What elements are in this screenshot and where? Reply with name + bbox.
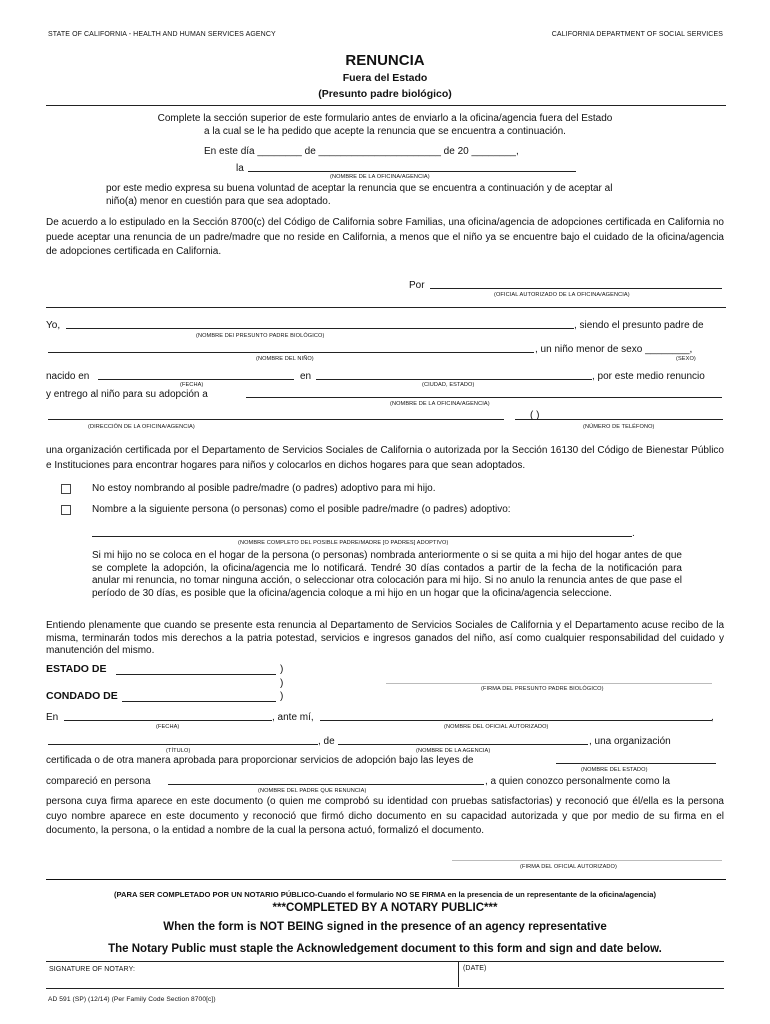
relinquishing-parent-field[interactable]: [168, 784, 484, 785]
header-department: CALIFORNIA DEPARTMENT OF SOCIAL SERVICES: [551, 31, 723, 38]
presumed-father-caption: (NOMBRE DEl PRESUNTO PADRE BIOLÓGICO): [196, 333, 325, 339]
paren-2: ): [280, 678, 284, 689]
state-name-field[interactable]: [556, 763, 716, 764]
adoption-agency-field[interactable]: [246, 397, 722, 398]
adoption-agency-caption: (NOMBRE DE LA OFICINA/AGENCIA): [390, 401, 490, 407]
entiendo-text: Entiendo plenamente que cuando se presente esta renuncia al Departamento de Servicios Sociales de California y el Departamento acuse recibo de la misma, terminarán todos mis derechos a la patria potestad, servicios e ingresos ganados del niño, así como cualquier responsabilidad del cuidado y manutención del mismo.: [46, 620, 724, 656]
adoptive-parent-name-field[interactable]: [92, 536, 632, 537]
form-subtitle: Fuera del Estado: [342, 72, 428, 84]
section-8700-text: De acuerdo a lo estipulado en la Sección 8700(c) del Código de California sobre Familias, una oficina/agencia de adopciones certificada en California no puede aceptar una renuncia de un padre/madre que no reside en California, a menos que el niño ya se encuentre bajo el cuidado de la oficina/agencia de adopciones certificada en California.: [46, 217, 724, 257]
notary-date-input[interactable]: [500, 964, 720, 984]
notary-date-field[interactable]: [64, 720, 272, 721]
intro-line-2: a la cual se le ha pedido que acepte la renuncia que se encuentra a continuación.: [204, 126, 566, 137]
nacido-label: nacido en: [46, 371, 90, 382]
adoptive-dot: .: [632, 528, 635, 539]
notary-signature-field[interactable]: [150, 964, 450, 984]
por-label: Por: [409, 280, 425, 291]
certificada-text: certificada o de otra manera aprobada para proporcionar servicios de adopción bajo las leyes de: [46, 755, 474, 766]
presumed-father-name-field[interactable]: [66, 328, 574, 329]
title-caption: (TÍTULO): [166, 748, 191, 754]
agency-phone-caption: (NÚMERO DE TELÉFONO): [583, 424, 655, 430]
paren-3: ): [280, 691, 284, 702]
estado-field[interactable]: [116, 674, 276, 675]
agency-address-field[interactable]: [48, 419, 504, 420]
child-sex-caption: (SEXO): [676, 356, 696, 362]
notary-divider: [46, 879, 726, 880]
ante-mi-text: , ante mí,: [272, 712, 314, 723]
staple-instruction: The Notary Public must staple the Acknowledgement document to this form and sign and date below.: [108, 943, 662, 955]
birth-date-field[interactable]: [98, 379, 294, 380]
authorized-official-field[interactable]: [430, 288, 722, 289]
birth-city-field[interactable]: [316, 379, 592, 380]
header-agency: STATE OF CALIFORNIA - HEALTH AND HUMAN SERVICES AGENCY: [48, 31, 276, 38]
when-form-not-signed: When the form is NOT BEING signed in the presence of an agency representative: [163, 921, 607, 933]
father-signature-field[interactable]: [386, 683, 712, 684]
state-name-caption: (NOMBRE DEL ESTADO): [581, 767, 648, 773]
la-label: la: [236, 163, 244, 174]
comma: ,: [711, 712, 714, 723]
section-divider: [46, 307, 726, 308]
en-label: en: [300, 371, 312, 382]
notary-date-caption: (FECHA): [156, 724, 180, 730]
una-organizacion-text: , una organización: [589, 736, 671, 747]
entrego-label: y entrego al niño para su adopción a: [46, 389, 208, 400]
option-no-adoptive-checkbox[interactable]: [61, 484, 71, 494]
title-field[interactable]: [48, 744, 318, 745]
estado-label: ESTADO DE: [46, 663, 107, 675]
adoptive-parent-caption: (NOMBRE COMPLETO DEL POSIBLE PADRE/MADRE [O PADRES] ADOPTIVO): [238, 540, 449, 546]
agency-name-field[interactable]: [248, 171, 576, 172]
expresa-line-1: por este medio expresa su buena voluntad de aceptar la renuncia que se encuentra a continuación y de aceptar al: [106, 183, 613, 194]
official-signature-field[interactable]: [452, 860, 722, 861]
title-divider: [46, 105, 726, 106]
option-name-adoptive-label: Nombre a la siguiente persona (o personas) como el posible padre/madre (o padres) adoptivo:: [92, 504, 511, 515]
form-title: RENUNCIA: [345, 52, 425, 69]
official-signature-caption: (FIRMA DEL OFICIAL AUTORIZADO): [520, 864, 617, 870]
phone-parens[interactable]: ( ): [530, 410, 540, 421]
condado-label: CONDADO DE: [46, 690, 118, 702]
paren-1: ): [280, 664, 284, 675]
option-name-adoptive-checkbox[interactable]: [61, 505, 71, 515]
notary-signature-label: SIGNATURE OF NOTARY:: [49, 966, 136, 973]
agency-address-caption: (DIRECCIÓN DE LA OFICINA/AGENCIA): [88, 424, 195, 430]
table-divider: [458, 961, 459, 987]
yo-label: Yo,: [46, 320, 61, 331]
conozco-text: , a quien conozco personalmente como la: [485, 776, 671, 787]
relinquishing-parent-caption: (NOMBRE DEL PADRE QUE RENUNCIA): [258, 788, 367, 794]
para-notario-text: (PARA SER COMPLETADO POR UN NOTARIO PÚBLICO-Cuando el formulario NO SE FIRMA en la presencia de un representante de la oficina/agencia): [113, 890, 657, 899]
birth-city-caption: (CIUDAD, ESTADO): [422, 382, 475, 388]
presumed-father-text: , siendo el presunto padre de: [574, 320, 704, 331]
no-coloca-text: Si mi hijo no se coloca en el hogar de la persona (o personas) nombrada anteriormente o si se quita a mi hijo del hogar antes de que se complete la adopción, la oficina/agencia me lo notificará. Tendré 30 días contados a partir de la fecha de la notificación para anular mi renuncia, no tomar ninguna acción, o seleccionar otra colocación para mi hijo. Si no anulo la renuncia antes de que pase el período de 30 días, es posible que la oficina/agencia coloque a mi hijo en un hogar que la oficina/agencia seleccione.: [92, 550, 682, 599]
official-name-field[interactable]: [320, 720, 712, 721]
child-name-field[interactable]: [48, 352, 534, 353]
form-id: AD 591 (SP) (12/14) (Per Family Code Section 8700[c]): [48, 996, 216, 1003]
en-notary-label: En: [46, 712, 59, 723]
birth-date-caption: (FECHA): [180, 382, 204, 388]
renuncio-text: , por este medio renuncio: [592, 371, 705, 382]
completed-by-notary: ***COMPLETED BY A NOTARY PUBLIC***: [272, 902, 498, 914]
form-subtitle-2: (Presunto padre biológico): [318, 88, 452, 100]
agency-name-notary-caption: (NOMBRE DE LA AGENCIA): [416, 748, 491, 754]
agency-name-notary-field[interactable]: [338, 744, 588, 745]
notary-date-label: (DATE): [463, 965, 487, 972]
comparecio-text: compareció en persona: [46, 776, 151, 787]
child-sex-text[interactable]: , un niño menor de sexo ________,: [535, 344, 693, 355]
date-line[interactable]: En este día ________ de ______________________ de 20 ________,: [204, 146, 519, 157]
agency-name-caption: (NOMBRE DE LA OFICINA/AGENCIA): [330, 174, 430, 180]
child-name-caption: (NOMBRE DEL NIÑO): [256, 356, 314, 362]
authorized-official-caption: (OFICIAL AUTORIZADO DE LA OFICINA/AGENCIA): [494, 292, 630, 298]
organizacion-text: una organización certificada por el Departamento de Servicios Sociales de California o autorizada por la Sección 16130 del Código de Bienestar Público e Instituciones para encontrar hogares para niños y colocarlos en dichos hogares para que sean adoptados.: [46, 445, 724, 471]
intro-line-1: Complete la sección superior de este formulario antes de enviarlo a la oficina/agencia fuera del Estado: [157, 113, 613, 124]
official-name-caption: (NOMBRE DEL OFICIAL AUTORIZADO): [444, 724, 549, 730]
option-no-adoptive-label: No estoy nombrando al posible padre/madre (o padres) adoptivo para mi hijo.: [92, 483, 436, 494]
persona-text: persona cuya firma aparece en este documento (o quien me comprobó su identidad con pruebas satisfactorias) y reconoció que él/ella es la persona cuyo nombre aparece en este documento y reconoció que firmó dicho documento en su capacidad autorizada y que por medio de su firma en el documento, la persona, o la entidad a nombre de la cual la persona actuó, formalizó el documento.: [46, 796, 724, 836]
condado-field[interactable]: [122, 701, 276, 702]
father-signature-caption: (FIRMA DEL PRESUNTO PADRE BIOLÓGICO): [481, 686, 604, 692]
agency-phone-field[interactable]: [515, 419, 723, 420]
expresa-line-2: niño(a) menor en cuestión para que sea adoptado.: [106, 196, 331, 207]
de-text: , de: [318, 736, 335, 747]
